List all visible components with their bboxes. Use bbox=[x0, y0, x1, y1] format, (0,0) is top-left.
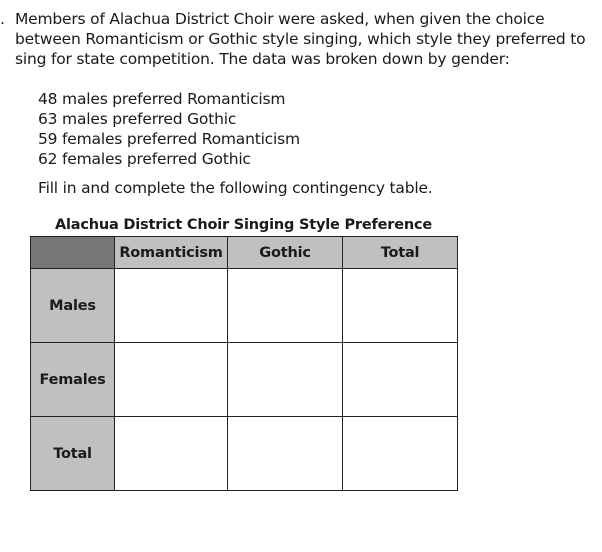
cell-total-total[interactable] bbox=[343, 417, 458, 491]
cell-males-gothic[interactable] bbox=[228, 269, 343, 343]
cell-males-total[interactable] bbox=[343, 269, 458, 343]
column-header-gothic: Gothic bbox=[228, 237, 343, 269]
contingency-table bbox=[30, 236, 458, 491]
row-header-females: Females bbox=[31, 343, 115, 417]
column-header-romanticism: Romanticism bbox=[115, 237, 228, 269]
cell-females-romanticism[interactable] bbox=[115, 343, 228, 417]
facts-list bbox=[38, 89, 300, 169]
fact-item: 62 females preferred Gothic bbox=[38, 150, 251, 168]
table-corner-cell bbox=[31, 237, 115, 269]
fact-item: 59 females preferred Romanticism bbox=[38, 130, 300, 148]
column-header-total: Total bbox=[343, 237, 458, 269]
cell-females-total[interactable] bbox=[343, 343, 458, 417]
table-row-males bbox=[31, 269, 458, 343]
question bbox=[0, 9, 598, 69]
fact-item: 63 males preferred Gothic bbox=[38, 110, 237, 128]
question-number: . bbox=[0, 10, 5, 28]
table-title: Alachua District Choir Singing Style Preference bbox=[54, 217, 433, 233]
cell-females-gothic[interactable] bbox=[228, 343, 343, 417]
cell-males-romanticism[interactable] bbox=[115, 269, 228, 343]
table-header-row bbox=[31, 237, 458, 269]
row-header-total: Total bbox=[31, 417, 115, 491]
table-row-females bbox=[31, 343, 458, 417]
fact-item: 48 males preferred Romanticism bbox=[38, 90, 286, 108]
table-row-total bbox=[31, 417, 458, 491]
cell-total-romanticism[interactable] bbox=[115, 417, 228, 491]
row-header-males: Males bbox=[31, 269, 115, 343]
cell-total-gothic[interactable] bbox=[228, 417, 343, 491]
instruction: Fill in and complete the following contingency table. bbox=[38, 179, 433, 197]
question-text: Members of Alachua District Choir were asked, when given the choice between Romanticism or Gothic style singing, which style they preferred to sing for state competition. The data was broken down by gender: bbox=[15, 10, 586, 68]
